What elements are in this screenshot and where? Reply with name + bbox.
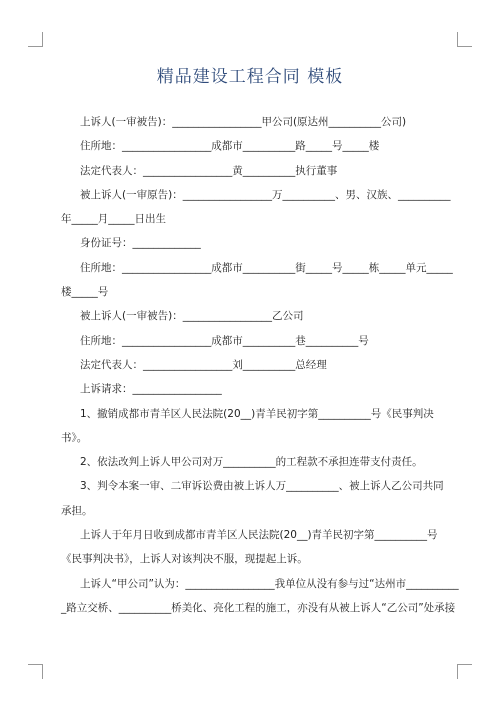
document-line: 上诉人(一审被告)：_________________甲公司(原达州__________公司) [80,116,407,128]
page-corner-mark-top-right [457,32,472,47]
document-line: 被上诉人(一审被告)：_________________乙公司 [80,310,304,323]
document-line: 法定代表人：_________________黄__________执行董事 [80,164,338,177]
document-line: 书》。 [61,431,88,444]
document-line: 住所地：_________________成都市__________巷__________号 [80,334,369,347]
document-line: 1、撤销成都市青羊区人民法院(20__)青羊民初字第__________号《民事判决 [80,407,434,420]
document-line: 法定代表人：_________________刘__________总经理 [80,358,327,371]
document-line: 上诉人于年月日收到成都市青羊区人民法院(20__)青羊民初字第__________号 [80,529,438,542]
document-line: 《民事判决书》，上诉人对该判决不服，现提起上诉。 [61,553,308,566]
document-title: 精品建设工程合同 模板 [156,67,344,87]
document-line: 上诉请求：_________________ [80,383,222,396]
document-line: _路立交桥、__________桥美化、亮化工程的施工，亦没有从被上诉人“乙公司”处承接 [61,601,456,614]
page-corner-mark-bottom-right [457,664,472,679]
document-line: 住所地：_________________成都市__________路_____号_____楼 [80,140,380,153]
page-corner-mark-top-left [28,32,43,47]
document-body [61,116,459,626]
page-corner-mark-bottom-left [28,664,43,679]
document-line: 年_____月_____日出生 [61,213,166,226]
document-line: 3、判令本案一审、二审诉讼费由被上诉人万__________、被上诉人乙公司共同 [80,480,444,493]
document-line: 住所地：_________________成都市__________街_____号_____栋_____单元_____ [80,261,453,274]
document-line: 上诉人“甲公司”认为：_________________我单位从没有参与过“达州市__________ [80,577,459,590]
document-line: 身份证号：_____________ [80,237,201,250]
document-line: 被上诉人(一审原告)：_________________万__________、男、汉族、__________ [80,188,451,201]
document-line: 2、依法改判上诉人甲公司对万__________的工程款不承担连带支付责任。 [80,456,423,469]
document-line: 楼_____号 [61,286,109,299]
document-line: 承担。 [61,504,93,517]
